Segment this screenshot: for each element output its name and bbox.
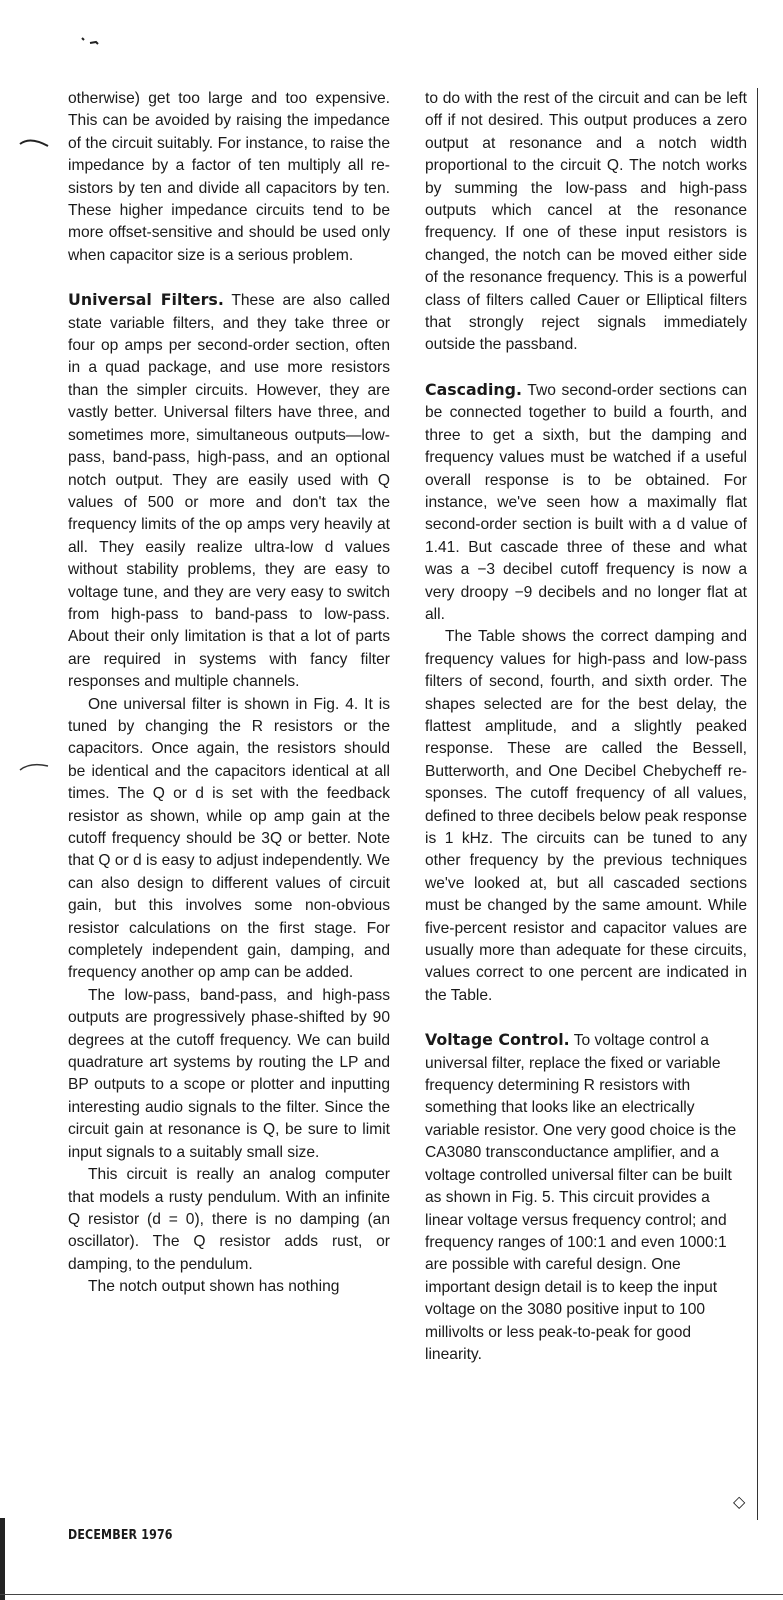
left-edge-tab-mark [0,1518,10,1600]
paragraph-cascading [425,379,747,626]
paragraph [425,88,747,357]
paragraph [425,626,747,1007]
paragraph-text: The notch output shown has nothing [88,1278,340,1296]
paragraph-voltage-control [425,1029,747,1366]
paragraph-text: One universal filter is shown in Fig. 4. It is tuned by changing the R resistors or the capacitors. Once again, the resistors should be identical and the capacitors identical at all times. The Q or d is set with the feedback resistor as shown, while op amp gain at the cutoff frequency should be 3Q or better. Note that Q or d is easy to adjust independently. We can also design to different values of circuit gain, but this involves some non-obvious resistor calculations on the first stage. For completely independent gain, damping, and frequency another op amp can be added. [68,695,390,982]
print-speck-mark [80,34,104,50]
paragraph-text: otherwise) get too large and too expensive. This can be avoided by raising the impedance of the circuit suitably. For instance, to raise the impedance by a factor of ten multiply all resistors by ten and divide all capacitors by ten. These higher impedance circuits tend to be more offset-sensitive and should be used only when capacitor size is a serious problem. [68,90,390,264]
paragraph-text: The low-pass, band-pass, and high-pass outputs are progressively phase-shifted by 90 degrees at the cutoff frequency. We can build quadrature art systems by routing the LP and BP outputs to a scope or plotter and inputting interesting audio signals to the filter. Since the circuit gain at resonance is Q, be sure to limit input signals to a suitably small size. [68,986,390,1161]
bottom-rule [0,1594,783,1595]
section-heading: Voltage Control. [425,1030,570,1050]
paragraph-text: Two second-order sections can be connected together to build a fourth, and three to get a sixth, but the damping and frequency values must be watched if a useful overall response is to be obtained. For instance, we've seen how a maximally flat second-order section is built with a d value of 1.41. But cascade three of these and what was a −3 decibel cutoff frequency is now a very droopy −9 decibels and no longer flat at all. [425,381,747,623]
paragraph [68,1276,390,1298]
paragraph-text: to do with the rest of the circuit and can be left off if not desired. This output produces a zero output at resonance and a notch width proportional to the circuit Q. The notch works by summing the low-pass and high-pass outputs which cancel at the resonance frequency. If one of these input resistors is changed, the notch can be moved either side of the resonance frequency. This is a powerful class of filters called Cauer or Elliptical filters that strongly reject signals immediately outside the passband. [425,90,747,354]
paragraph [68,1164,390,1276]
paragraph-text: This circuit is really an analog computer that models a rusty pendulum. With an infinite Q resistor (d = 0), there is no damping (an oscillator). The Q resistor adds rust, or damping, to the pendulum. [68,1166,390,1273]
margin-bracket-mark [18,134,50,154]
paragraph-text: These are also called state variable filters, and they take three or four op amps per second-order section, often in a quad package, and use more resistors than the simpler circuits. However, they are vastly better. Universal filters have three, and sometimes more, simultaneous outputs—low-pass, band-pass, high-pass, and an optional notch output. They are easily used with Q values of 500 or more and don't tax the frequency limits of the op amps very heavily at all. They easily realize ultra-low d values without stability problems, they are easy to voltage tune, and they are very easy to switch from high-pass to band-pass to low-pass. About their only limitation is that a lot of parts are required in systems with fancy filter responses and multiple channels. [68,292,390,691]
end-of-article-diamond-icon: ◇ [733,1494,746,1511]
left-column [68,88,390,1299]
issue-date-footer: DECEMBER 1976 [68,1528,173,1543]
paragraph-text: To voltage control a universal filter, replace the fixed or variable frequency determining R resistors with something that looks like an electrically variable resistor. One very good choice is the CA3080 transconductance amplifier, and a voltage controlled universal filter can be built as shown in Fig. 5. This circuit provides a linear voltage versus frequency control; and frequency ranges of 100:1 and even 1000:1 are possible with careful design. One important design detail is to keep the input voltage on the 3080 positive input to 100 millivolts or less peak-to-peak for good linearity. [425,1032,737,1363]
paragraph [68,694,390,985]
paragraph-universal-filters [68,289,390,693]
margin-bracket-mark [18,758,50,778]
paragraph [68,985,390,1164]
column-rule [757,88,758,1520]
right-column [425,88,747,1366]
paragraph [68,88,390,267]
paragraph-text: The Table shows the correct damping and frequency values for high-pass and low-pass filters of second, fourth, and sixth order. The shapes selected are for the best delay, the flattest amplitude, and a slightly peaked response. These are called the Bessell, Butterworth, and One Decibel Chebycheff responses. The cutoff frequency of all values, defined to three decibels below peak response is 1 kHz. The circuits can be tuned to any other frequency by the previous techniques we've looked at, but all cascaded sections must be changed by the same amount. While five-percent resistor and capacitor values are usually more than adequate for these circuits, values correct to one percent are indicated in the Table. [425,628,747,1004]
section-heading: Universal Filters. [68,290,224,310]
section-heading: Cascading. [425,379,522,399]
